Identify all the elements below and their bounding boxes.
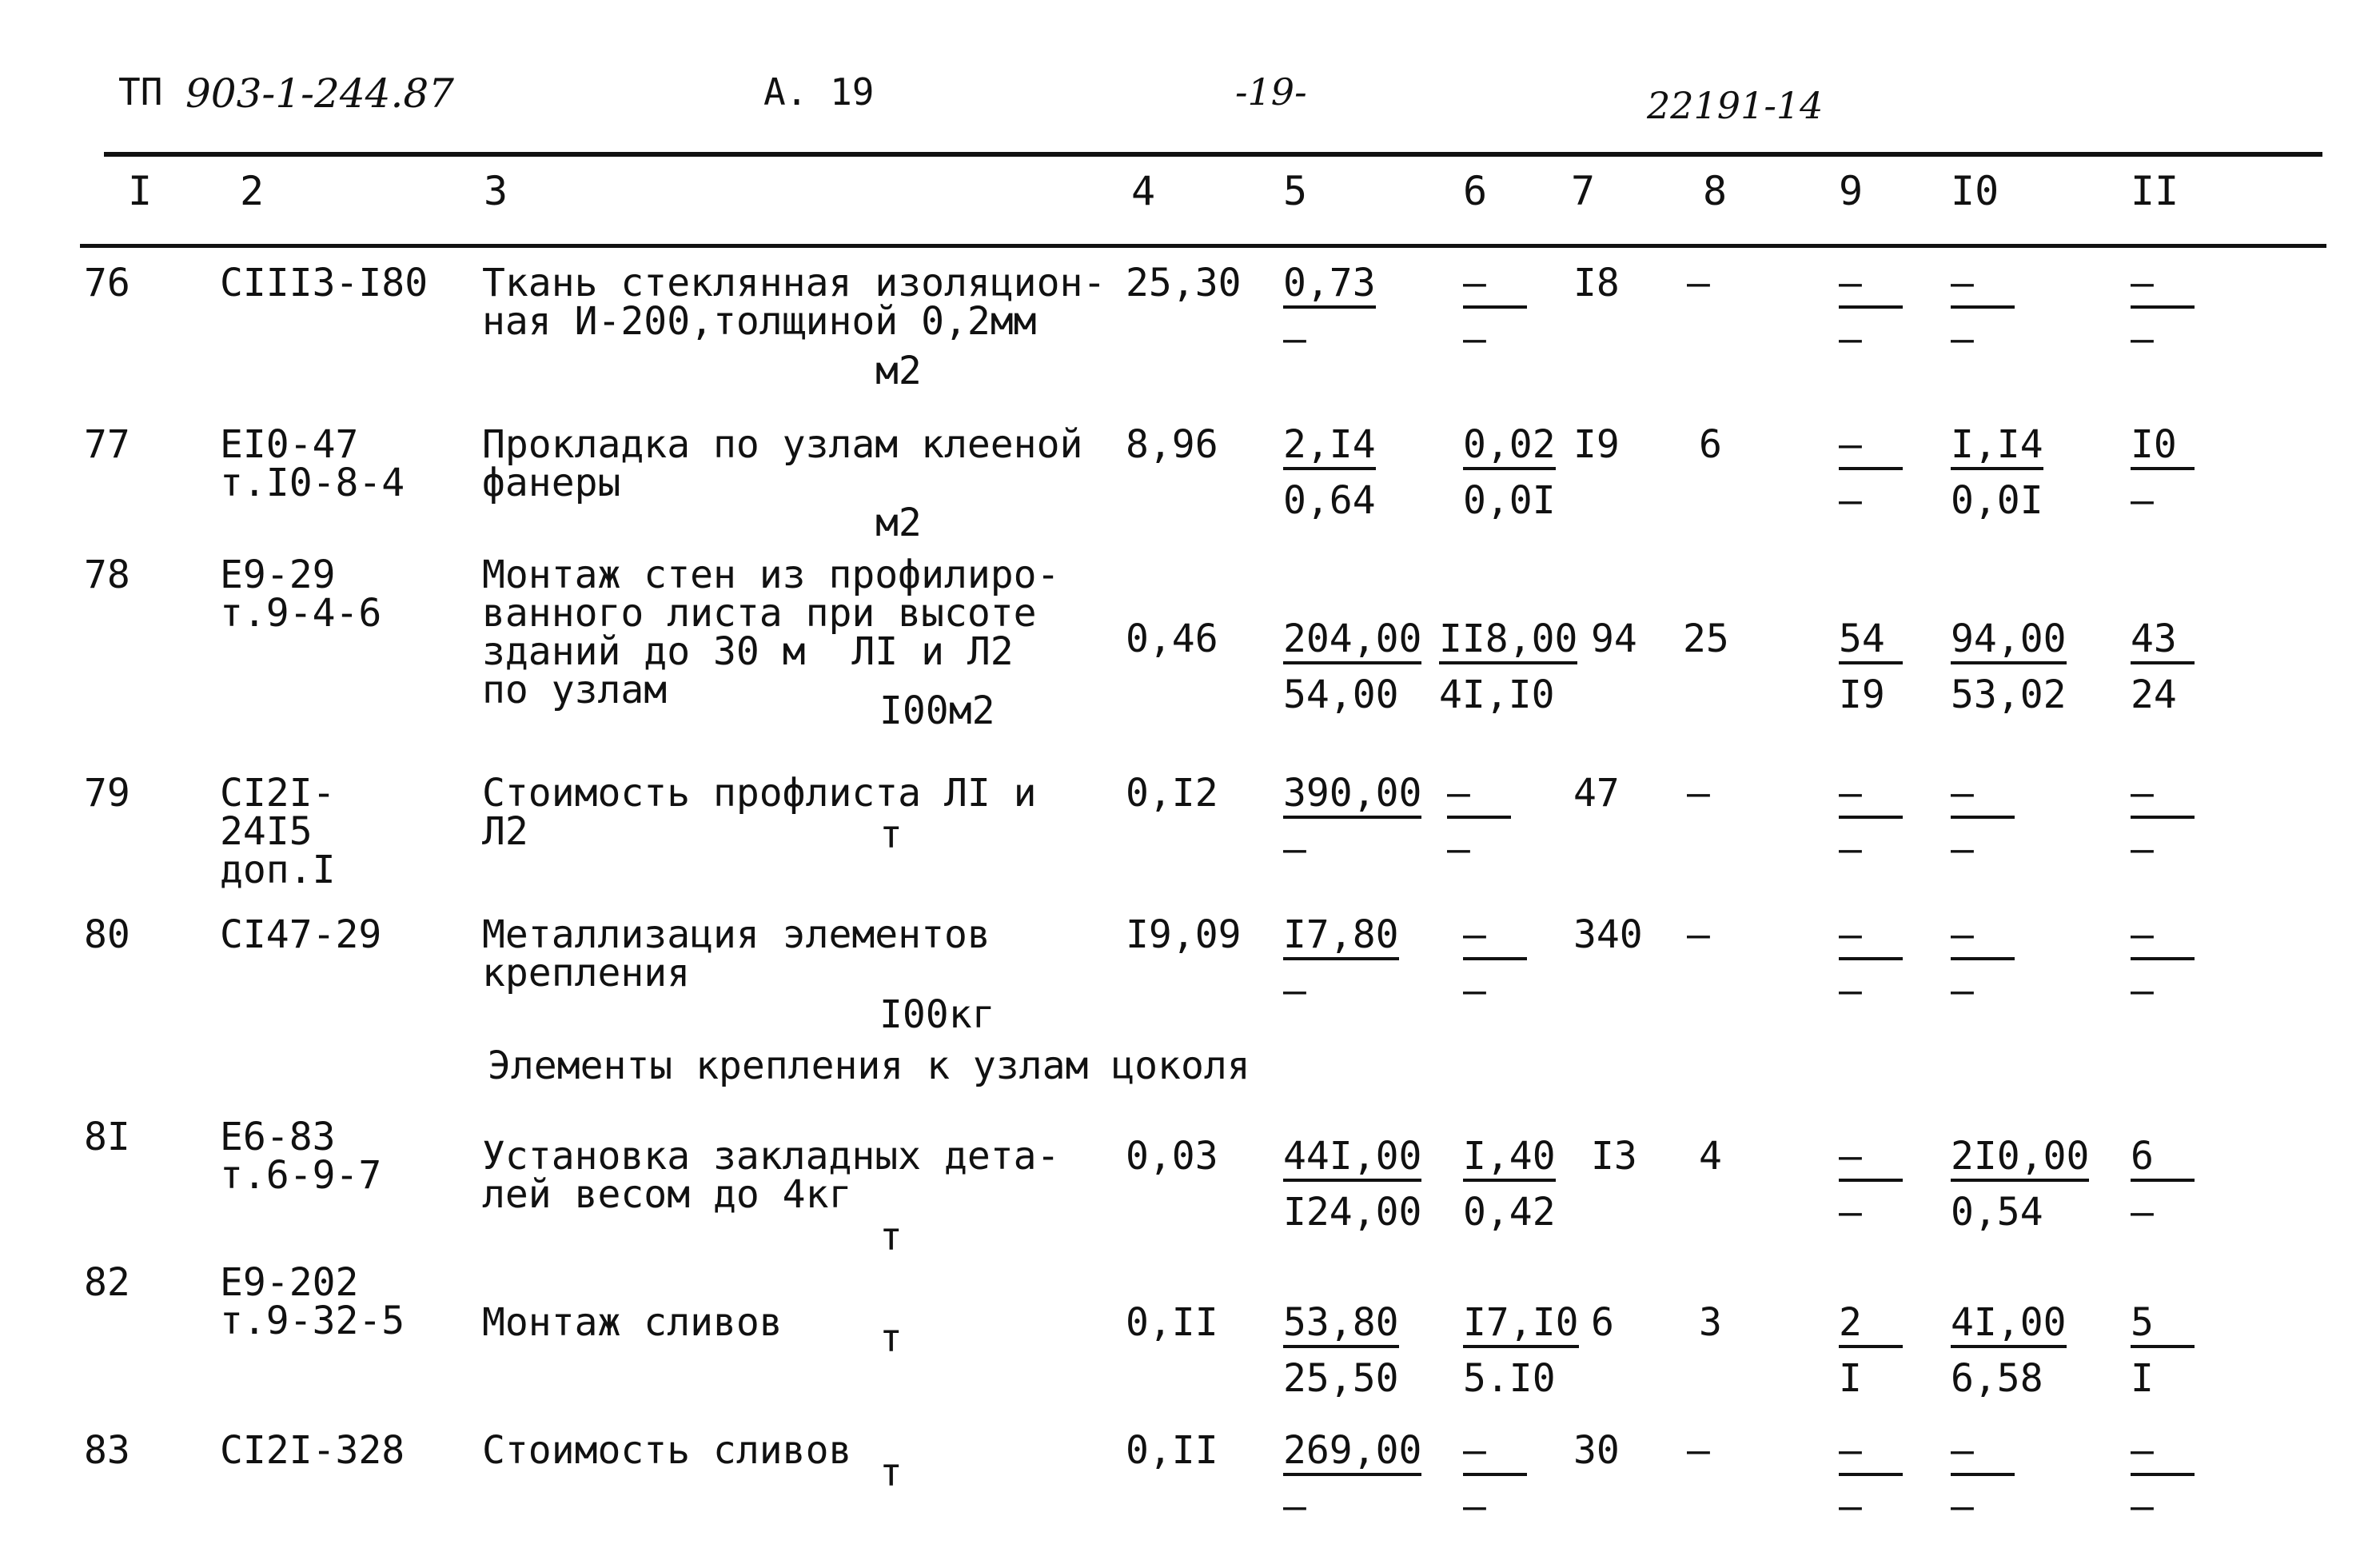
quantity: 0,II (1126, 1428, 1218, 1473)
cost-col-7: 94 (1591, 616, 1637, 661)
column-number: I (128, 168, 153, 214)
cost-col-11: $\frac{5}{I}$ (2131, 1303, 2278, 1398)
cost-col-8: – (1687, 1428, 1710, 1473)
cost-col-9: – – (1839, 425, 1987, 520)
column-number: 6 (1463, 168, 1488, 214)
unit-label: м2 (875, 349, 922, 393)
work-description: Установка закладных дета- лей весом до 4кг (482, 1134, 1060, 1217)
album-label: А. 19 (763, 70, 875, 114)
cost-col-8: 25 (1683, 616, 1729, 661)
cost-col-9: $\frac{54}{I9}$ (1839, 620, 1987, 714)
norm-code: EI0-47 т.I0-8-4 (220, 422, 405, 505)
cost-col-8: 6 (1699, 422, 1722, 467)
cost-col-11: – – (2131, 774, 2278, 868)
cost-col-10: $\frac{I,I4}{0,0I}$ (1951, 422, 2043, 523)
cost-col-6: – – (1463, 264, 1611, 358)
cost-col-11: 6 – (2131, 1137, 2278, 1231)
column-number: 5 (1283, 168, 1308, 214)
cost-col-9: $\frac{2}{I}$ (1839, 1303, 1987, 1398)
column-number: II (2131, 168, 2179, 214)
row-number: 82 (84, 1260, 130, 1305)
norm-code: E9-29 т.9-4-6 (220, 553, 382, 636)
row-number: 77 (84, 422, 130, 467)
cost-col-11: – – (2131, 916, 2278, 1010)
cost-col-5: I7,80 – (1283, 912, 1399, 1013)
cost-col-6: – – (1447, 774, 1595, 868)
cost-col-5: $\frac{53,80}{25,50}$ (1283, 1300, 1399, 1401)
cost-col-9: – – (1839, 916, 1987, 1010)
row-number: 78 (84, 553, 130, 597)
work-description: Ткань стеклянная изоляцион- ная И-200,толщиной 0,2мм (482, 261, 1106, 344)
cost-col-10: – – (1951, 774, 2099, 868)
cost-col-7: I3 (1591, 1134, 1637, 1179)
norm-code: CIII3-I80 (220, 261, 429, 305)
cost-col-9: – – (1839, 1431, 1987, 1526)
work-description: Металлизация элементов крепления (482, 912, 991, 995)
work-description: Стоимость сливов (482, 1428, 852, 1473)
cost-col-7: 6 (1591, 1300, 1614, 1345)
quantity: 0,I2 (1126, 771, 1218, 816)
column-number: 2 (240, 168, 265, 214)
column-number: I0 (1951, 168, 1999, 214)
quantity: 25,30 (1126, 261, 1242, 305)
cost-col-10: $\frac{4I,00}{6,58}$ (1951, 1300, 2067, 1401)
unit-label: т (879, 1215, 903, 1259)
row-number: 83 (84, 1428, 130, 1473)
quantity: 0,46 (1126, 616, 1218, 661)
unit-label: т (879, 812, 903, 857)
top-rule (104, 152, 2322, 157)
cost-col-10: $\frac{2I0,00}{0,54}$ (1951, 1134, 2090, 1235)
cost-col-6: $\frac{I7,I0}{5.I0}$ (1463, 1300, 1579, 1401)
reference-number: 22191-14 (1647, 84, 1824, 127)
cost-col-5: $\frac{204,00}{54,00}$ (1283, 616, 1422, 717)
cost-col-10: – – (1951, 1431, 2099, 1526)
page-number: -19- (1235, 70, 1307, 114)
row-number: 76 (84, 261, 130, 305)
cost-col-10: – – (1951, 264, 2099, 358)
unit-label: I00м2 (879, 688, 995, 733)
work-description: Монтаж сливов (482, 1300, 783, 1345)
cost-col-5: 0,73 – (1283, 261, 1376, 361)
cost-col-8: 3 (1699, 1300, 1722, 1345)
section-title: Элементы крепления к узлам цоколя (488, 1043, 1250, 1088)
cost-col-9: – – (1839, 774, 1987, 868)
cost-col-6: – – (1463, 1431, 1611, 1526)
header-rule (80, 244, 2326, 248)
quantity: 0,II (1126, 1300, 1218, 1345)
column-number: 8 (1703, 168, 1728, 214)
cost-col-11: $\frac{43}{24}$ (2131, 620, 2278, 714)
row-number: 80 (84, 912, 130, 957)
cost-col-7: 47 (1573, 771, 1620, 816)
cost-col-11: – – (2131, 264, 2278, 358)
cost-col-5: $\frac{44I,00}{I24,00}$ (1283, 1134, 1422, 1235)
norm-code: CI47-29 (220, 912, 382, 957)
cost-col-6: $\frac{II8,00}{4I,I0}$ (1439, 616, 1578, 717)
cost-col-11: – – (2131, 1431, 2278, 1526)
norm-code: CI2I-328 (220, 1428, 405, 1473)
cost-col-7: 30 (1573, 1428, 1620, 1473)
cost-col-6: $\frac{I,40}{0,42}$ (1463, 1134, 1556, 1235)
cost-col-9: – – (1839, 1137, 1987, 1231)
norm-code: E9-202 т.9-32-5 (220, 1260, 405, 1343)
cost-col-9: – – (1839, 264, 1987, 358)
cost-col-6: $\frac{0,02}{0,0I}$ (1463, 422, 1556, 523)
cost-col-7: I8 (1573, 261, 1620, 305)
cost-col-8: – (1687, 771, 1710, 816)
cost-col-11: I0 – (2131, 425, 2278, 520)
unit-label: м2 (875, 501, 922, 545)
work-description: Монтаж стен из профилиро- ванного листа при высоте зданий до 30 м ЛI и Л2 по узлам (482, 553, 1060, 712)
unit-label: т (879, 1316, 903, 1361)
cost-col-5: 269,00 – (1283, 1428, 1422, 1529)
unit-label: т (879, 1450, 903, 1495)
quantity: 0,03 (1126, 1134, 1218, 1179)
norm-code: E6-83 т.6-9-7 (220, 1115, 382, 1198)
column-number: 3 (484, 168, 508, 214)
row-number: 8I (84, 1115, 130, 1159)
cost-col-8: 4 (1699, 1134, 1722, 1179)
cost-col-7: I9 (1573, 422, 1620, 467)
cost-col-10: $\frac{94,00}{53,02}$ (1951, 616, 2067, 717)
column-number: 4 (1131, 168, 1156, 214)
work-description: Стоимость профлиста ЛI и Л2 (482, 771, 1037, 854)
row-number: 79 (84, 771, 130, 816)
column-number: 9 (1839, 168, 1864, 214)
quantity: I9,09 (1126, 912, 1242, 957)
cost-col-5: 390,00 – (1283, 771, 1422, 872)
doc-code: 903-1-244.87 (185, 70, 454, 117)
cost-col-8: – (1687, 912, 1710, 957)
work-description: Прокладка по узлам клееной фанеры (482, 422, 1083, 505)
quantity: 8,96 (1126, 422, 1218, 467)
cost-col-7: 340 (1573, 912, 1643, 957)
unit-label: I00кг (879, 992, 995, 1037)
doc-prefix: ТП (118, 70, 163, 114)
cost-col-6: – – (1463, 916, 1611, 1010)
norm-code: CI2I- 24I5 доп.I (220, 771, 336, 892)
cost-col-10: – – (1951, 916, 2099, 1010)
cost-col-5: $\frac{2,I4}{0,64}$ (1283, 422, 1376, 523)
column-number: 7 (1571, 168, 1596, 214)
cost-col-8: – (1687, 261, 1710, 305)
